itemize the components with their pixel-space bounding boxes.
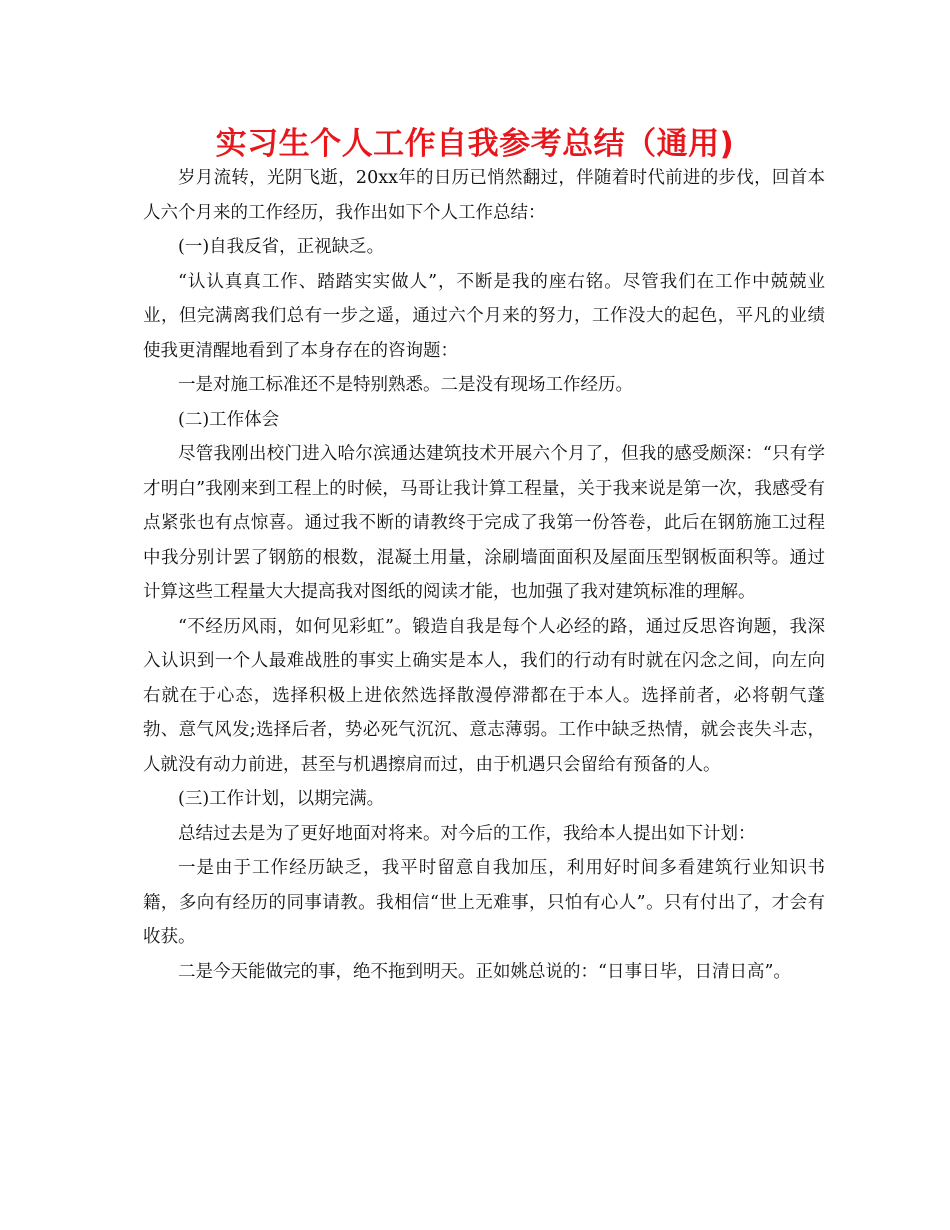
paragraph-plan-1: 一是由于工作经历缺乏，我平时留意自我加压，利用好时间多看建筑行业知识书籍，多向有经历的同事请教。我相信“世上无难事，只怕有心人”。只有付出了，才会有收获。 <box>143 858 825 947</box>
section-heading-2: (二)工作体会 <box>178 409 280 430</box>
paragraph-intro: 岁月流转，光阴飞逝，20xx年的日历已悄然翻过，伴随着时代前进的步伐，回首本人六个月来的工作经历，我作出如下个人工作总结： <box>143 168 825 223</box>
paragraph-problems: 一是对施工标准还不是特别熟悉。二是没有现场工作经历。 <box>178 375 633 395</box>
paragraph-reflection: “不经历风雨，如何见彩虹”。锻造自我是每个人必经的路，通过反思咨询题，我深入认识到一个人最难战胜的事实上确实是本人，我们的行动有时就在闪念之间，向左向右就在于心态，选择积极上进依然选择散漫停滞都在于本人。选择前者，必将朝气蓬勃、意气风发;选择后者，势必死气沉沉、意志薄弱。工作中缺乏热情，就会丧失斗志，人就没有动力前进，甚至与机遇擦肩而过，由于机遇只会留给有预备的人。 <box>143 616 825 775</box>
paragraph-motto: “认认真真工作、踏踏实实做人”，不断是我的座右铭。尽管我们在工作中兢兢业业，但完满离我们总有一步之遥，通过六个月来的努力，工作没大的起色，平凡的业绩使我更清醒地看到了本身存在的咨询题： <box>143 271 825 361</box>
document-title: 实习生个人工作自我参考总结（通用) <box>215 126 735 162</box>
section-heading-1: (一)自我反省，正视缺乏。 <box>178 237 385 257</box>
paragraph-experience: 尽管我刚出校门进入哈尔滨通达建筑技术开展六个月了，但我的感受颇深：“只有学才明白”我刚来到工程上的时候，马哥让我计算工程量，关于我来说是第一次，我感受有点紧张也有点惊喜。通过我不断的请教终于完成了我第一份答卷，此后在钢筋施工过程中我分别计罢了钢筋的根数，混凝土用量，涂刷墙面面积及屋面压型钢板面积等。通过计算这些工程量大大提高我对图纸的阅读才能，也加强了我对建筑标准的理解。 <box>143 444 825 602</box>
paragraph-plan-2: 二是今天能做完的事，绝不拖到明天。正如姚总说的：“日事日毕，日清日高”。 <box>178 961 791 982</box>
document-body <box>143 161 825 989</box>
paragraph-plan-intro: 总结过去是为了更好地面对将来。对今后的工作，我给本人提出如下计划： <box>178 823 756 844</box>
section-heading-3: (三)工作计划，以期完满。 <box>178 789 385 809</box>
